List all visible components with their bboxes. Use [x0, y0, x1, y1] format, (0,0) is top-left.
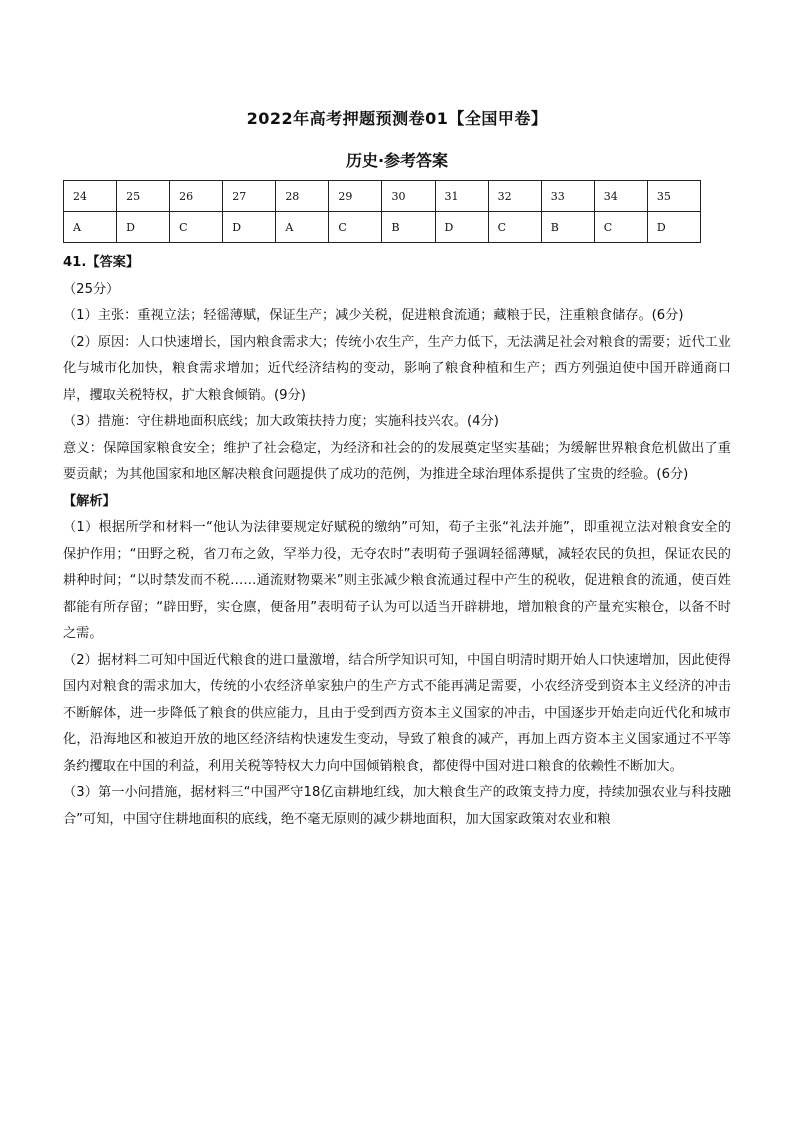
answer-cell: C [329, 212, 382, 243]
answer-cell: C [594, 212, 647, 243]
answer-part-2: （2）原因：人口快速增长，国内粮食需求大；传统小农生产，生产力低下，无法满足社会对粮食的需要；近代工业化与城市化加快，粮食需求增加；近代经济结构的变动，影响了粮食种植和生产；西方列强迫使中国开辟通商口岸，攫取关税特权，扩大粮食倾销。(9分) [63, 334, 731, 403]
exam-title: 2022年高考押题预测卷01【全国甲卷】 [246, 109, 548, 128]
answer-cell: D [435, 212, 488, 243]
analysis-part-1: （1）根据所学和材料一“他认为法律要规定好赋税的缴纳”可知，荀子主张“礼法并施”，即重视立法对粮食安全的保护作用；“田野之税，省刀布之敛，罕举力役，无夺农时”表明荀子强调轻徭薄赋，减轻农民的负担，保证农民的耕种时间；“以时禁发而不税……通流财物粟米”则主张减少粮食流通过程中产生的税收，促进粮食的流通，使百姓都能有所存留；“辟田野，实仓廪，便备用”表明荀子认为可以适当开辟耕地，增加粮食的产量充实粮仓，以备不时之需。 [63, 520, 731, 641]
question-number-cell: 34 [594, 181, 647, 212]
answer-cell: B [541, 212, 594, 243]
exam-subtitle: 历史·参考答案 [345, 151, 449, 170]
answer-row [64, 212, 701, 243]
question-number-cell: 24 [64, 181, 117, 212]
analysis-part-2: （2）据材料二可知中国近代粮食的进口量激增，结合所学知识可知，中国自明清时期开始人口快速增加，因此使得国内对粮食的需求加大，传统的小农经济单家独户的生产方式不能再满足需要，小农经济受到资本主义经济的冲击不断解体，进一步降低了粮食的供应能力，且由于受到西方资本主义国家的冲击，中国逐步开始走向近代化和城市化，沿海地区和被迫开放的地区经济结构快速发生变动，导致了粮食的减产，再加上西方资本主义国家通过不平等条约攫取在中国的利益，利用关税等特权大力向中国倾销粮食，都使得中国对进口粮食的依赖性不断加大。 [63, 652, 731, 774]
score-label: （25分） [63, 281, 120, 297]
question-number-cell: 26 [170, 181, 223, 212]
answer-part-1: （1）主张：重视立法；轻徭薄赋，保证生产；减少关税，促进粮食流通；藏粮于民，注重粮食储存。(6分) [63, 308, 684, 323]
question-number-cell: 28 [276, 181, 329, 212]
answer-heading: 41.【答案】 [63, 255, 140, 270]
answer-significance: 意义：保障国家粮食安全；维护了社会稳定，为经济和社会的的发展奠定坚实基础；为缓解世界粮食危机做出了重要贡献；为其他国家和地区解决粮食问题提供了成功的范例，为推进全球治理体系提供了宝贵的经验。(6分) [63, 440, 731, 482]
answer-cell: B [382, 212, 435, 243]
question-number-cell: 25 [117, 181, 170, 212]
answer-cell: D [647, 212, 700, 243]
question-number-cell: 31 [435, 181, 488, 212]
answer-cell: C [488, 212, 541, 243]
answer-cell: C [170, 212, 223, 243]
question-number-cell: 27 [223, 181, 276, 212]
question-41-content [63, 250, 731, 833]
answer-cell: A [64, 212, 117, 243]
question-number-cell: 29 [329, 181, 382, 212]
answer-part-3: （3）措施：守住耕地面积底线；加大政策扶持力度；实施科技兴农。(4分) [63, 414, 499, 429]
question-number-row [64, 181, 701, 212]
answer-table [63, 180, 701, 243]
question-number-cell: 32 [488, 181, 541, 212]
answer-cell: A [276, 212, 329, 243]
answer-cell: D [223, 212, 276, 243]
analysis-part-3: （3）第一小问措施，据材料三“中国严守18亿亩耕地红线，加大粮食生产的政策支持力度，持续加强农业与科技融合”可知，中国守住耕地面积的底线，绝不毫无原则的减少耕地面积，加大国家政策对农业和粮 [63, 785, 731, 827]
answer-cell: D [117, 212, 170, 243]
analysis-heading: 【解析】 [63, 493, 116, 509]
question-number-cell: 30 [382, 181, 435, 212]
question-number-cell: 33 [541, 181, 594, 212]
question-number-cell: 35 [647, 181, 700, 212]
